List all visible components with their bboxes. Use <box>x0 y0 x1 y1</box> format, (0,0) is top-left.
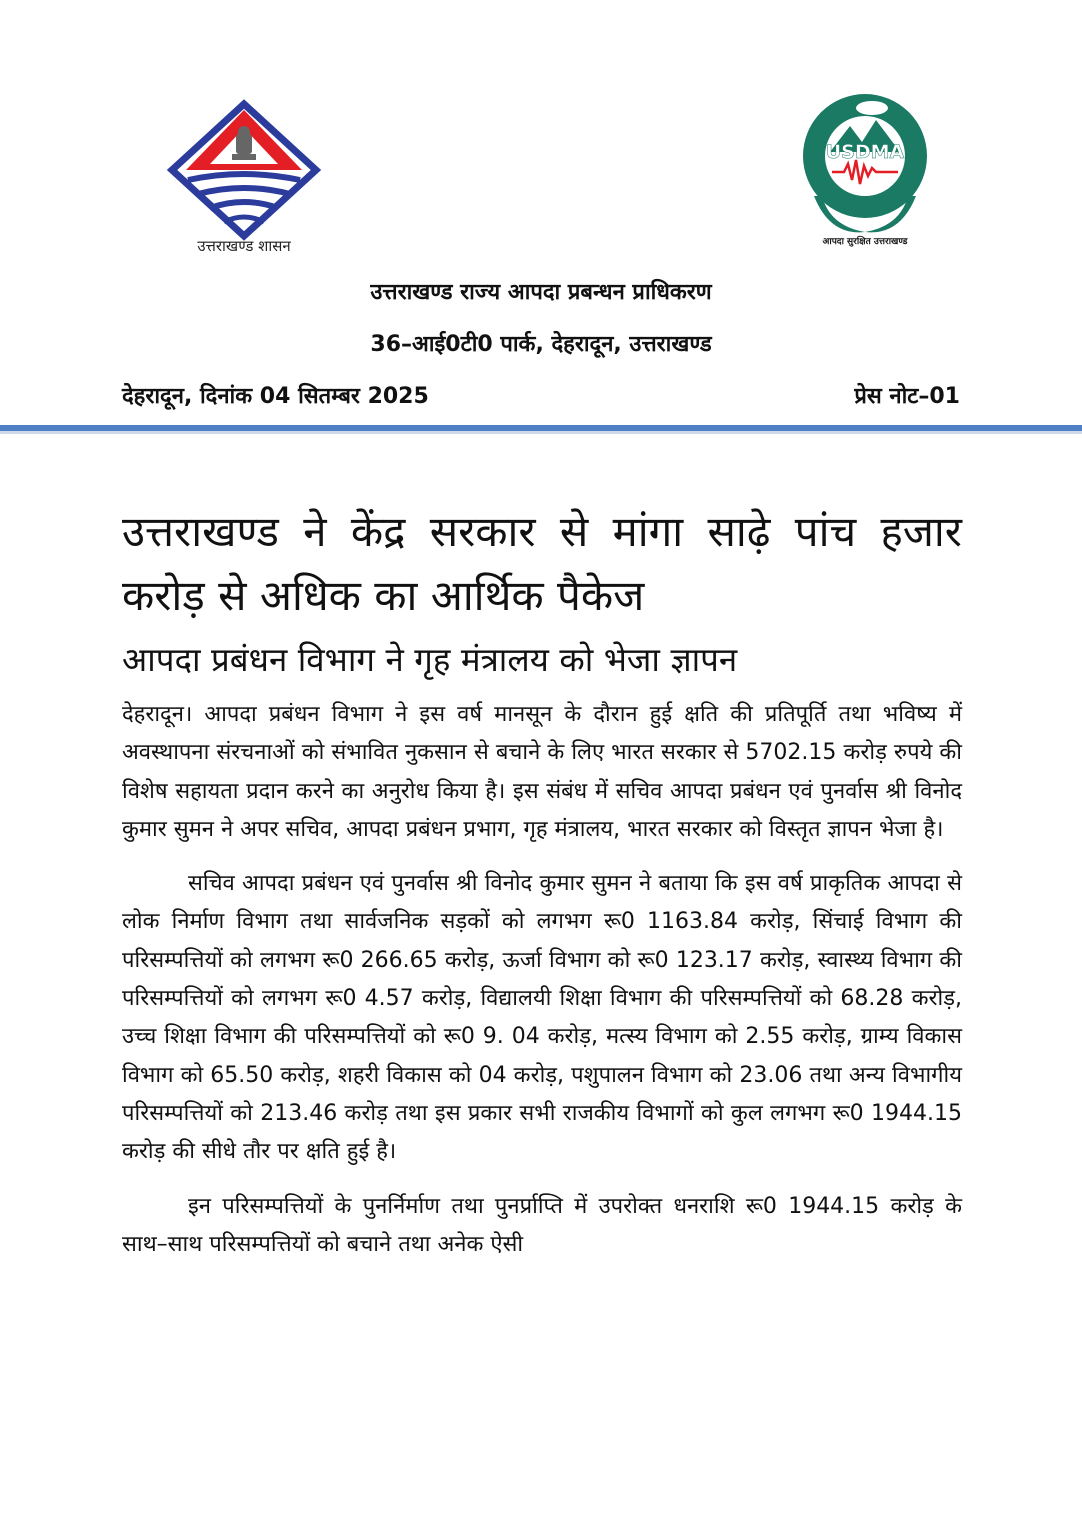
org-name: उत्तराखण्ड राज्य आपदा प्रबन्धन प्राधिकरण <box>370 280 712 305</box>
header-divider-shadow <box>0 431 1082 434</box>
paragraph: सचिव आपदा प्रबंधन एवं पुनर्वास श्री विनोद कुमार सुमन ने बताया कि इस वर्ष प्राकृतिक आपदा से लोक निर्माण विभाग तथा सार्वजनिक सड़कों को लगभग रू0 1163.84 करोड़, सिंचाई विभाग की परिसम्पत्तियों को लगभग रू0 266.65 करोड़, ऊर्जा विभाग को रू0 123.17 करोड़, स्वास्थ्य विभाग की परिसम्पत्तियों को लगभग रू0 4.57 करोड़, विद्यालयी शिक्षा विभाग की परिसम्पत्तियों को 68.28 करोड़, उच्च शिक्षा विभाग की परिसम्पत्तियों को रू0 9. 04 करोड़, मत्स्य विभाग को 2.55 करोड़, ग्राम्य विकास विभाग को 65.50 करोड़, शहरी विकास को 04 करोड़, पशुपालन विभाग को 23.06 तथा अन्य विभागीय परिसम्पत्तियों को 213.46 करोड़ तथा इस प्रकार सभी राजकीय विभागों को कुल लगभग रू0 1944.15 करोड़ की सीधे तौर पर क्षति हुई है। <box>122 871 962 1165</box>
dateline: देहरादून, दिनांक 04 सितम्बर 2025 <box>122 384 429 409</box>
right-logo-caption: आपदा सुरक्षित उत्तराखण्ड <box>822 237 908 247</box>
subheadline: आपदा प्रबंधन विभाग ने गृह मंत्रालय को भेजा ज्ञापन <box>122 640 738 679</box>
org-address: 36–आई0टी0 पार्क, देहरादून, उत्तराखण्ड <box>370 332 712 357</box>
usdma-logo-text: USDMA <box>825 141 905 163</box>
press-note-number: प्रेस नोट–01 <box>854 384 960 409</box>
paragraph: इन परिसम्पत्तियों के पुनर्निर्माण तथा पुनर्प्राप्ति में उपरोक्त धनराशि रू0 1944.15 करोड़ के साथ–साथ परिसम्पत्तियों को बचाने तथा अनेक ऐसी <box>122 1193 962 1257</box>
paragraph: देहरादून। आपदा प्रबंधन विभाग ने इस वर्ष मानसून के दौरान हुई क्षति की प्रतिपूर्ति तथा भविष्य में अवस्थापना संरचनाओं को संभावित नुकसान से बचाने के लिए भारत सरकार से 5702.15 करोड़ रुपये की विशेष सहायता प्रदान करने का अनुरोध किया है। इस संबंध में सचिव आपदा प्रबंधन एवं पुनर्वास श्री विनोद कुमार सुमन ने अपर सचिव, आपदा प्रबंधन प्रभाग, गृह मंत्रालय, भारत सरकार को विस्तृत ज्ञापन भेजा है। <box>122 702 962 842</box>
usdma-logo-icon <box>800 86 930 250</box>
left-logo-caption: उत्तराखण्ड शासन <box>197 237 291 255</box>
headline: उत्तराखण्ड ने केंद्र सरकार से मांगा साढ़े पांच हजार करोड़ से अधिक का आर्थिक पैकेज <box>122 507 962 620</box>
article-body <box>122 500 962 1280</box>
